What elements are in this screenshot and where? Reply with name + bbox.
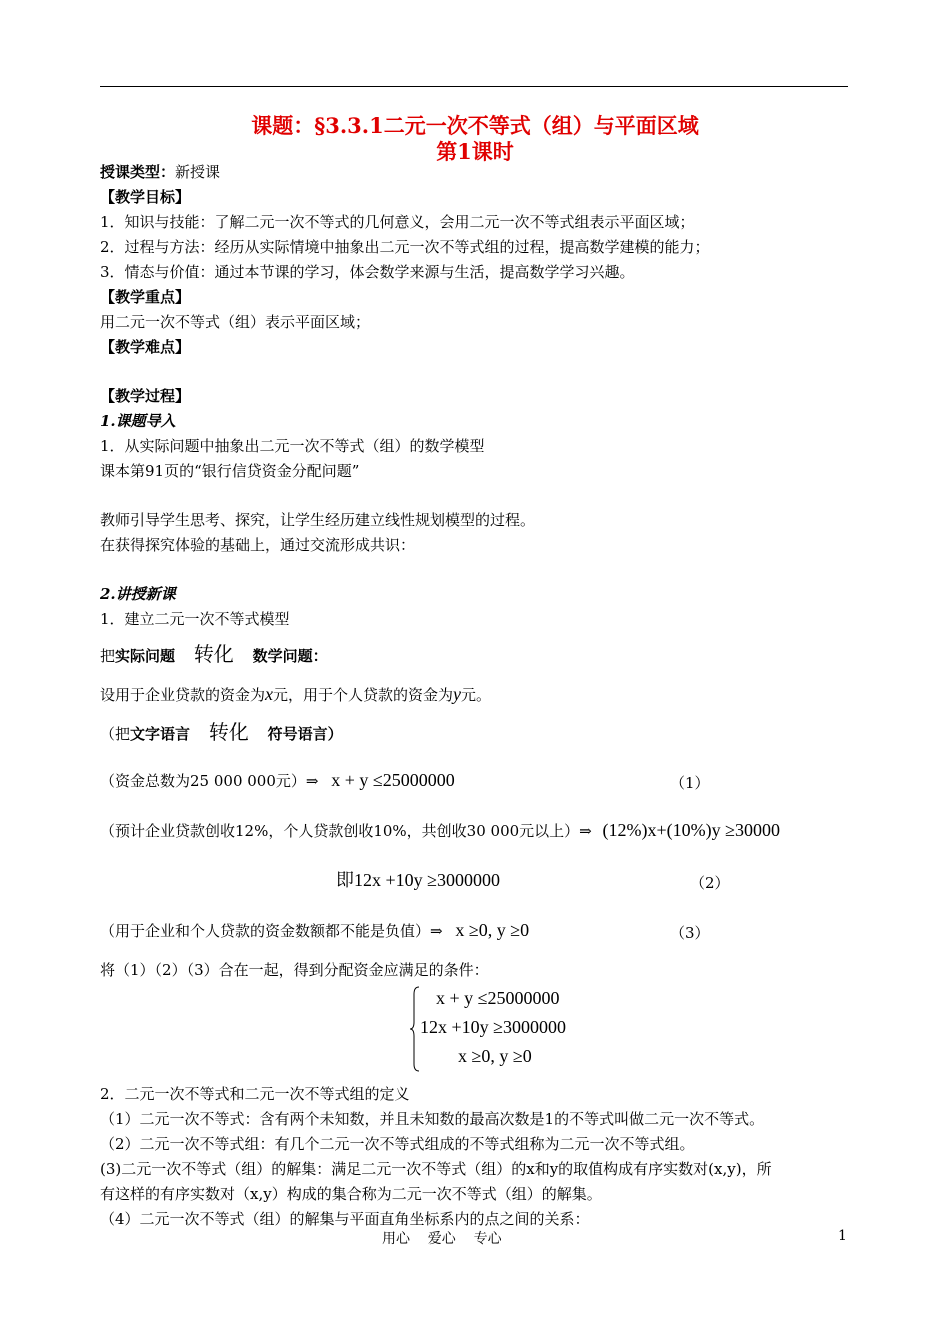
- transform-arrow-label: 转化: [208, 720, 249, 744]
- equation-number: （1）: [670, 774, 710, 792]
- transform-arrow-label: 转化: [193, 642, 234, 666]
- equation-2b: 即12x +10y ≥3000000: [336, 870, 501, 890]
- section-title: 1.课题导入: [100, 412, 176, 430]
- process-heading: 【教学过程】: [100, 387, 191, 405]
- page-title: 课题：§3.3.1二元一次不等式（组）与平面区域: [251, 113, 699, 138]
- paragraph: 1．建立二元一次不等式模型: [100, 610, 290, 628]
- equation-number: （2）: [690, 874, 730, 892]
- paragraph: 教师引导学生思考、探究，让学生经历建立线性规划模型的过程。: [100, 511, 536, 529]
- lesson-type-value: 新授课: [175, 163, 221, 181]
- paragraph: 1．从实际问题中抽象出二元一次不等式（组）的数学模型: [100, 437, 485, 455]
- assume-text: 元，用于个人贷款的资金为: [273, 686, 454, 704]
- equation-3: [100, 920, 529, 941]
- definitions-heading: 2．二元一次不等式和二元一次不等式组的定义: [100, 1085, 410, 1103]
- var-y: y: [453, 684, 462, 704]
- var-x: x: [265, 684, 274, 704]
- paragraph: 将（1）（2）（3）合在一起，得到分配资金应满足的条件：: [100, 961, 489, 979]
- equation-1: [100, 770, 455, 791]
- section-title: 2.讲授新课: [100, 585, 176, 603]
- lesson-type-label: 授课类型：: [100, 163, 176, 181]
- equation-context: （资金总数为25 000 000元）⇒: [100, 772, 319, 790]
- assumption-line: [100, 684, 491, 705]
- transform-to: 数学问题：: [252, 647, 328, 665]
- definition-item: （1）二元一次不等式：含有两个未知数，并且未知数的最高次数是1的不等式叫做二元一次不等式。: [100, 1110, 765, 1128]
- objective-item: 3．情态与价值：通过本节课的学习，体会数学来源与生活，提高数学学习兴趣。: [100, 263, 635, 281]
- equation-math: x ≥0, y ≥0: [455, 920, 530, 940]
- page-number: 1: [838, 1228, 847, 1244]
- objectives-heading: 【教学目标】: [100, 188, 191, 206]
- transform-line: [100, 644, 328, 666]
- system-row: x + y ≤25000000: [436, 988, 560, 1008]
- equation-context: （用于企业和个人贷款的资金数额都不能是负值）⇒: [100, 922, 443, 940]
- transform-to: 符号语言）: [267, 725, 343, 743]
- paragraph: 在获得探究体验的基础上，通过交流形成共识：: [100, 536, 416, 554]
- equation-context: （预计企业贷款创收12%，个人贷款创收10%，共创收30 000元以上）⇒: [100, 822, 592, 840]
- header-rule: [100, 86, 848, 87]
- transform-from: 实际问题: [115, 647, 176, 665]
- page-subtitle: 第1课时: [436, 139, 514, 164]
- equation-number: （3）: [670, 924, 710, 942]
- footer-motto: 用心 爱心 专心: [382, 1231, 502, 1247]
- transform-line: [100, 722, 343, 744]
- transform-prefix: 把: [100, 647, 116, 665]
- key-point-heading: 【教学重点】: [100, 288, 191, 306]
- objective-item: 2．过程与方法：经历从实际情境中抽象出二元一次不等式组的过程，提高数学建模的能力；: [100, 238, 710, 256]
- definition-item: （2）二元一次不等式组：有几个二元一次不等式组成的不等式组称为二元一次不等式组。: [100, 1135, 695, 1153]
- assume-text: 设用于企业贷款的资金为: [100, 686, 266, 704]
- transform-from: 文字语言: [130, 725, 191, 743]
- definition-item: 有这样的有序实数对（x,y）构成的集合称为二元一次不等式（组）的解集。: [100, 1185, 602, 1203]
- system-row: 12x +10y ≥3000000: [420, 1017, 567, 1037]
- difficult-point-heading: 【教学难点】: [100, 338, 191, 356]
- equation-math: (12%)x+(10%)y ≥30000: [602, 820, 781, 840]
- equation-2: [100, 820, 780, 841]
- definition-item: （4）二元一次不等式（组）的解集与平面直角坐标系内的点之间的关系：: [100, 1210, 590, 1228]
- paragraph: 课本第91页的“银行信贷资金分配问题”: [100, 462, 360, 480]
- lesson-type: [100, 162, 220, 182]
- objective-item: 1．知识与技能：了解二元一次不等式的几何意义，会用二元一次不等式组表示平面区域；: [100, 213, 695, 231]
- definition-item: (3)二元一次不等式（组）的解集：满足二元一次不等式（组）的x和y的取值构成有序实数对(x,y)，所: [100, 1160, 772, 1178]
- system-row: x ≥0, y ≥0: [458, 1046, 532, 1066]
- assume-text: 元。: [461, 686, 492, 704]
- transform-prefix: （把: [100, 725, 131, 743]
- system-brace: [410, 986, 420, 1072]
- equation-math: x + y ≤25000000: [331, 770, 455, 790]
- key-point-text: 用二元一次不等式（组）表示平面区域；: [100, 313, 371, 331]
